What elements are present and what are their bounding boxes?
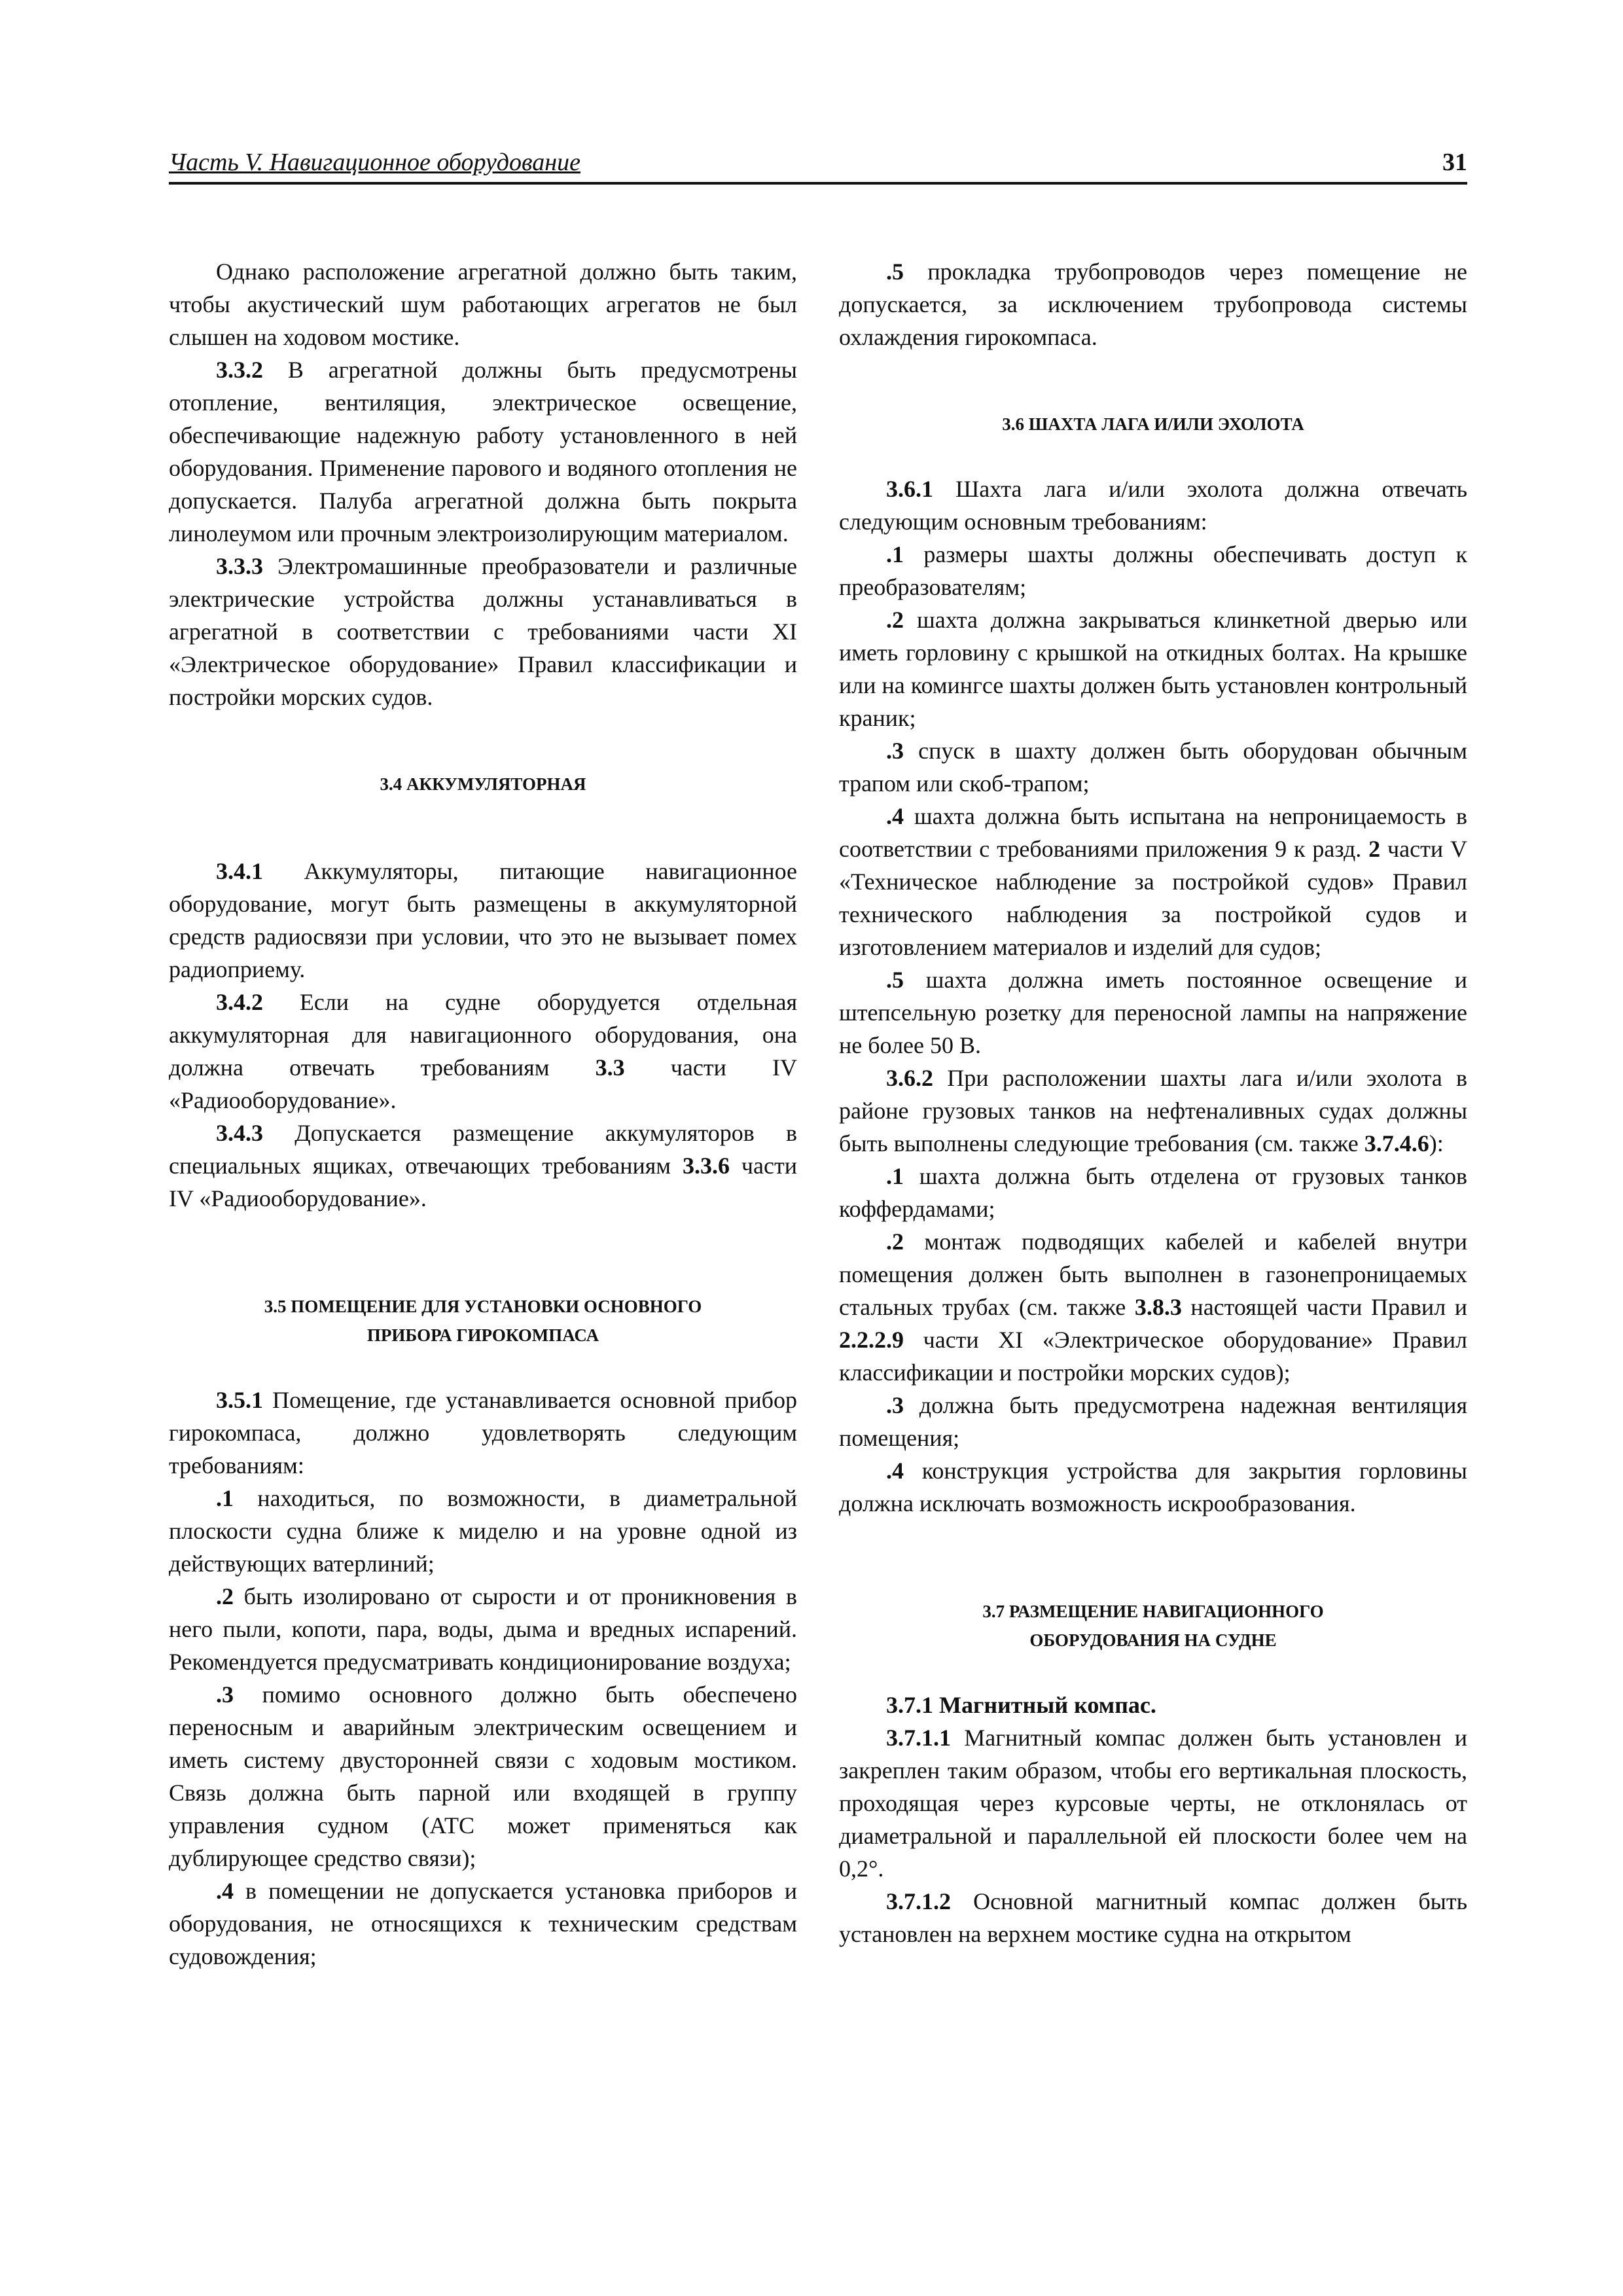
paragraph-3-3-2: 3.3.2 В агрегатной должны быть предусмотрены отопление, вентиляция, электрическое освещение, обеспечивающие надежную работу установленного в ней оборудования. Применение парового и водяного отопления не допускается. Палуба агрегатной должна быть покрыта линолеумом или прочным электроизолирующим материалом.: [169, 357, 797, 547]
paragraph-3-7-1-2: 3.7.1.2 Основной магнитный компас должен быть установлен на верхнем мостике судна на открытом: [839, 1888, 1467, 1947]
section-heading-3-4: 3.4 АККУМУЛЯТОРНАЯ: [380, 774, 586, 794]
paragraph-3-7-1-1: 3.7.1.1 Магнитный компас должен быть установлен и закреплен таким образом, чтобы его вертикальная плоскость, проходящая через курсовые черты, не отклонялась от диаметральной и параллельной ей плоскости более чем на 0,2°.: [839, 1725, 1467, 1882]
list-item: .1 размеры шахты должны обеспечивать доступ к преобразователям;: [839, 541, 1467, 600]
header-title: Часть V. Навигационное оборудование: [169, 149, 580, 176]
list-item: .3 спуск в шахту должен быть оборудован обычным трапом или скоб-трапом;: [839, 738, 1467, 797]
list-item: .2 шахта должна закрываться клинкетной дверью или иметь горловину с крышкой на откидных болтах. На крышке или на комингсе шахты должен быть установлен контрольный краник;: [839, 607, 1467, 731]
section-heading-line: ПРИБОРА ГИРОКОМПАСА: [366, 1325, 599, 1345]
paragraph-3-4-1: 3.4.1 Аккумуляторы, питающие навигационное оборудование, могут быть размещены в аккумуляторной средств радиосвязи при условии, что это не вызывает помех радиоприему.: [169, 858, 797, 982]
paragraph-3-4-2: 3.4.2 Если на судне оборудуется отдельная аккумуляторная для навигационного оборудования, она должна отвечать требованиям 3.3 части IV «Радиооборудование».: [169, 989, 798, 1113]
list-item: .1 находиться, по возможности, в диаметральной плоскости судна ближе к миделю и на уровне одной из действующих ватерлиний;: [169, 1485, 797, 1577]
left-column: [169, 255, 797, 1973]
page-number: 31: [1442, 149, 1467, 176]
list-item: .4 конструкция устройства для закрытия горловины должна исключать возможность искрообразования.: [839, 1458, 1467, 1516]
section-heading-line: 3.5 ПОМЕЩЕНИЕ ДЛЯ УСТАНОВКИ ОСНОВНОГО: [264, 1297, 702, 1316]
paragraph-3-4-3: 3.4.3 Допускается размещение аккумуляторов в специальных ящиках, отвечающих требованиям 3.3.6 части IV «Радиооборудование».: [169, 1120, 797, 1211]
paragraph-3-5-1: 3.5.1 Помещение, где устанавливается основной прибор гирокомпаса, должно удовлетворять следующим требованиям:: [169, 1387, 797, 1479]
paragraph-3-6-2: 3.6.2 При расположении шахты лага и/или эхолота в районе грузовых танков на нефтеналивных судах должны быть выполнены следующие требования (см. также 3.7.4.6):: [839, 1065, 1467, 1157]
section-heading-3-7: [839, 1597, 1467, 1655]
list-item: .3 должна быть предусмотрена надежная вентиляция помещения;: [839, 1392, 1467, 1451]
section-heading-3-5: [169, 1292, 797, 1350]
subheading-3-7-1: 3.7.1 Магнитный компас.: [886, 1692, 1156, 1718]
list-item: .2 быть изолировано от сырости и от проникновения в него пыли, копоти, пара, воды, дыма и вредных испарений. Рекомендуется предусматривать кондиционирование воздуха;: [169, 1583, 797, 1675]
list-item: .1 шахта должна быть отделена от грузовых танков коффердамами;: [839, 1163, 1467, 1222]
list-item: .5 прокладка трубопроводов через помещение не допускается, за исключением трубопровода системы охлаждения гирокомпаса.: [839, 259, 1467, 350]
right-column: [839, 255, 1467, 1950]
section-heading-line: 3.7 РАЗМЕЩЕНИЕ НАВИГАЦИОННОГО: [982, 1602, 1324, 1621]
paragraph-3-6-1: 3.6.1 Шахта лага и/или эхолота должна отвечать следующим основным требованиям:: [839, 476, 1467, 535]
running-header: [169, 144, 1467, 185]
paragraph-3-3-3: 3.3.3 Электромашинные преобразователи и различные электрические устройства должны устанавливаться в агрегатной в соответствии с требованиями части XI «Электрическое оборудование» Правил классификации и постройки морских судов.: [169, 553, 797, 710]
list-item: .5 шахта должна иметь постоянное освещение и штепсельную розетку для переносной лампы на напряжение не более 50 В.: [839, 967, 1467, 1058]
section-heading-line: ОБОРУДОВАНИЯ НА СУДНЕ: [1029, 1630, 1277, 1650]
paragraph: Однако расположение агрегатной должно быть таким, чтобы акустический шум работающих агрегатов не был слышен на ходовом мостике.: [169, 259, 797, 350]
list-item: .3 помимо основного должно быть обеспечено переносным и аварийным электрическим освещением и иметь систему двусторонней связи с ходовым мостиком. Связь должна быть парной или входящей в группу управления судном (АТС может применяться как дублирующее средство связи);: [169, 1681, 797, 1871]
list-item: .4 в помещении не допускается установка приборов и оборудования, не относящихся к техническим средствам судовождения;: [169, 1878, 797, 1969]
section-heading-3-6: 3.6 ШАХТА ЛАГА И/ИЛИ ЭХОЛОТА: [1002, 414, 1304, 434]
list-item: .4 шахта должна быть испытана на непроницаемость в соответствии с требованиями приложения 9 к разд. 2 части V «Техническое наблюдение за постройкой судов» Правил технического наблюдения за постройкой судов и изготовлением материалов и изделий для судов;: [839, 803, 1467, 960]
list-item: .2 монтаж подводящих кабелей и кабелей внутри помещения должен быть выполнен в газонепроницаемых стальных трубах (см. также 3.8.3 настоящей части Правил и 2.2.2.9 части XI «Электрическое оборудование» Правил классификации и постройки морских судов);: [839, 1229, 1467, 1386]
